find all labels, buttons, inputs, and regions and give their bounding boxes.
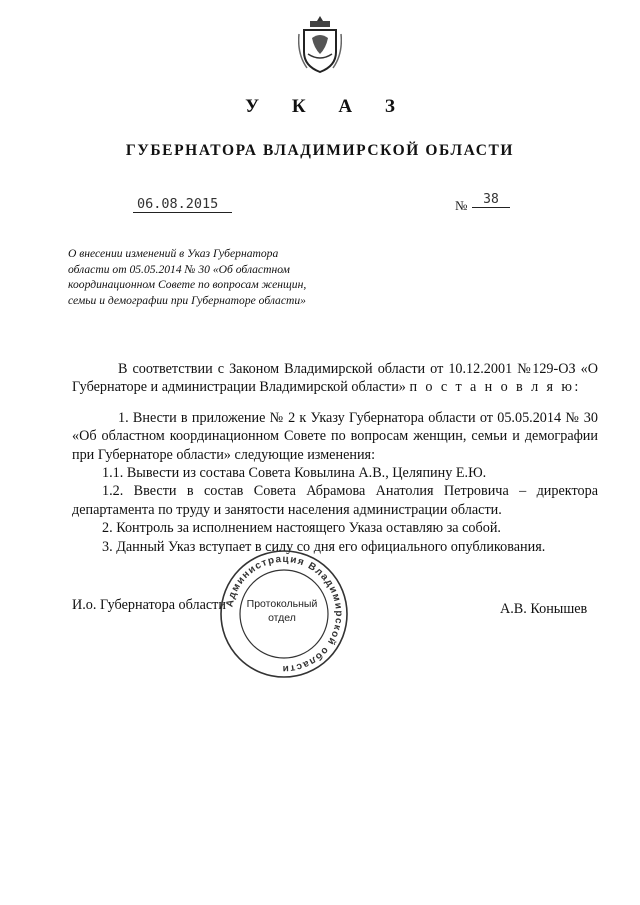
stamp-line: отдел — [268, 612, 296, 624]
item-1-2: 1.2. Ввести в состав Совета Абрамова Анатолия Петровича – директора департамента по труду и занятости населения администрации области. — [72, 483, 598, 518]
decree-word: п о с т а н о в л я ю: — [409, 379, 581, 396]
item-2: 2. Контроль за исполнением настоящего Указа оставляю за собой. — [102, 520, 501, 537]
item-1: 1. Внести в приложение № 2 к Указу Губернатора области от 05.05.2014 № 30 «Об областном координационном Совете по вопросам женщин, семьи и демографии при Губернаторе области» следующие изменения: — [72, 409, 598, 463]
stamp-ring-label: Администрация Владимирской области — [224, 553, 345, 675]
coat-of-arms-icon — [298, 14, 342, 76]
decree-date: 06.08.2015 — [133, 196, 232, 213]
stamp-line: Протокольный — [246, 598, 318, 610]
subject-line: семьи и демографии при Губернаторе области» — [68, 293, 306, 307]
signer-position: И.о. Губернатора области — [72, 597, 226, 613]
preamble-text: В соответствии с Законом Владимирской области от 10.12.2001 №129-ОЗ «О Губернаторе и администрации Владимирской области» — [72, 361, 598, 396]
preamble-paragraph — [72, 360, 598, 397]
item-3: 3. Данный Указ вступает в силу со дня его официального опубликования. — [102, 538, 546, 555]
decree-number: 38 — [472, 192, 510, 208]
number-label: № — [455, 198, 468, 213]
subject-line: координационном Совете по вопросам женщин, — [68, 278, 307, 292]
document-subtitle: ГУБЕРНАТОРА ВЛАДИМИРСКОЙ ОБЛАСТИ — [125, 142, 515, 159]
decree-subject — [68, 246, 358, 308]
subject-line: области от 05.05.2014 № 30 «Об областном — [68, 262, 290, 276]
document-title: У К А З — [245, 96, 409, 117]
subject-line: О внесении изменений в Указ Губернатора — [68, 247, 279, 260]
signer-name: А.В. Конышев — [500, 601, 588, 617]
item-1-1: 1.1. Вывести из состава Совета Ковылина А.В., Целяпину Е.Ю. — [102, 465, 487, 482]
decree-body — [72, 360, 598, 556]
stamp-center-text — [232, 597, 332, 625]
